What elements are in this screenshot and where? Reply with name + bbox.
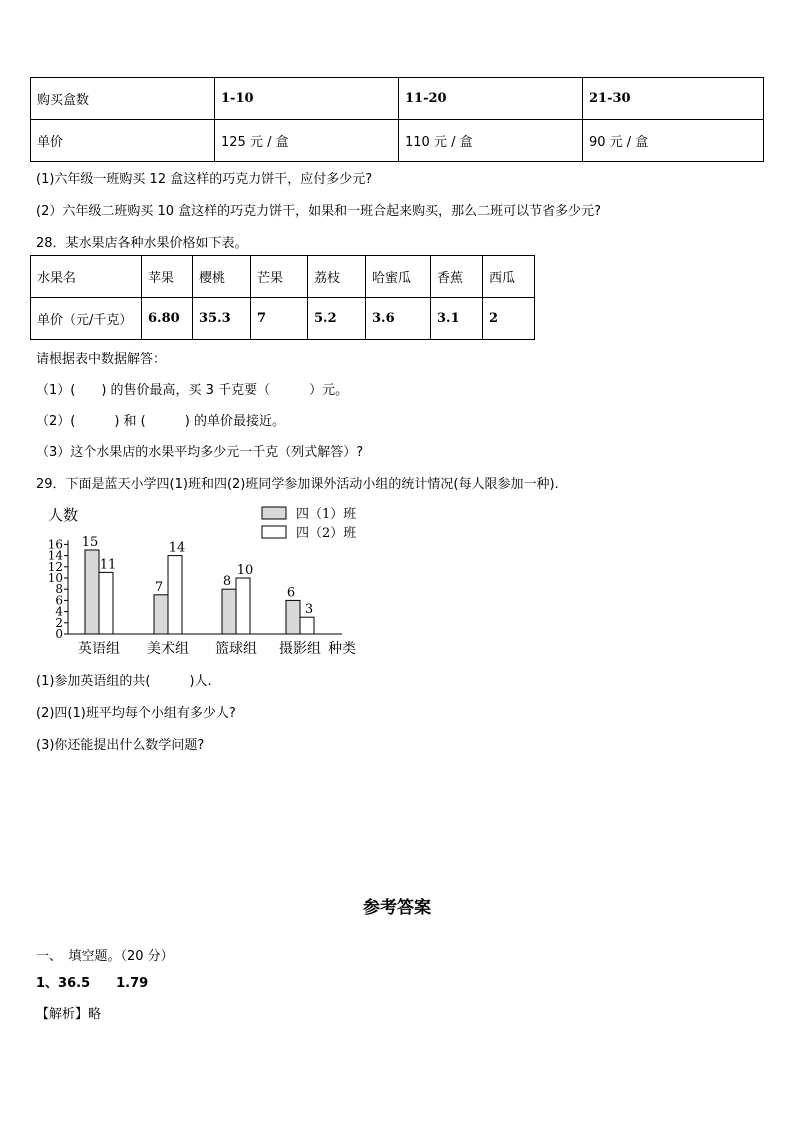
q28-part3: （3）这个水果店的水果平均多少元一千克（列式解答）?	[36, 445, 364, 460]
activity-bar-chart	[30, 500, 390, 665]
y-tick-label: 14	[47, 548, 63, 563]
x-category-label: 美术组	[147, 641, 189, 657]
table-row	[31, 120, 764, 162]
table-cell: 110 元 / 盒	[399, 120, 583, 162]
bar	[236, 578, 250, 634]
y-axis-label: 人数	[48, 506, 79, 524]
legend-swatch	[262, 526, 286, 538]
table-cell: 11-20	[399, 78, 583, 120]
bar	[222, 589, 236, 634]
table-cell: 单价	[31, 120, 215, 162]
table-row	[31, 256, 535, 298]
answer-1: 1、36.5 1.79	[36, 976, 149, 991]
q27-part2: (2）六年级二班购买 10 盒这样的巧克力饼干，如果和一班合起来购买，那么二班可以节省多少元?	[36, 204, 602, 219]
q29-title: 29．下面是蓝天小学四(1)班和四(2)班同学参加课外活动小组的统计情况(每人限参加一种).	[36, 477, 559, 492]
x-category-label: 英语组	[78, 641, 120, 657]
q28-intro: 请根据表中数据解答：	[36, 352, 167, 367]
bar-value-label: 6	[286, 585, 296, 601]
table-cell: 1-10	[215, 78, 399, 120]
table-cell: 芒果	[251, 256, 308, 298]
table-cell: 西瓜	[483, 256, 535, 298]
table-cell: 水果名	[31, 256, 142, 298]
y-tick-label: 12	[47, 559, 63, 574]
x-category-label: 摄影组	[279, 641, 321, 657]
x-category-label: 篮球组	[215, 641, 257, 657]
bar-value-label: 14	[168, 540, 186, 556]
y-tick-label: 4	[55, 604, 63, 619]
table-cell: 2	[483, 298, 535, 340]
legend-swatch	[262, 507, 286, 519]
q28-part1: （1）( ) 的售价最高，买 3 千克要（ ）元。	[36, 383, 349, 398]
table-cell: 6.80	[142, 298, 193, 340]
table-cell: 哈蜜瓜	[366, 256, 431, 298]
bar	[154, 595, 168, 634]
bar-value-label: 3	[304, 602, 314, 618]
bar-value-label: 8	[222, 574, 232, 590]
q27-part1: (1)六年级一班购买 12 盒这样的巧克力饼干，应付多少元?	[36, 172, 373, 187]
table-cell: 单价（元/千克）	[31, 298, 142, 340]
table-cell: 90 元 / 盒	[583, 120, 764, 162]
bar-value-label: 15	[81, 535, 99, 550]
y-tick-label: 6	[55, 593, 63, 608]
table-cell: 21-30	[583, 78, 764, 120]
table-cell: 125 元 / 盒	[215, 120, 399, 162]
table-cell: 3.6	[366, 298, 431, 340]
table-cell: 购买盒数	[31, 78, 215, 120]
table-cell: 3.1	[431, 298, 483, 340]
bar	[99, 572, 113, 634]
y-tick-label: 2	[55, 615, 63, 630]
table-cell: 苹果	[142, 256, 193, 298]
answer-analysis: 【解析】略	[36, 1007, 102, 1022]
legend-label: 四（1）班	[296, 507, 357, 522]
table-row	[31, 298, 535, 340]
fruit-price-table	[30, 255, 535, 340]
bar	[168, 556, 182, 634]
answers-title: 参考答案	[363, 898, 431, 918]
table-cell: 香蕉	[431, 256, 483, 298]
y-tick-label: 16	[47, 537, 63, 552]
table-cell: 35.3	[193, 298, 251, 340]
q29-part2: (2)四(1)班平均每个小组有多少人?	[36, 706, 236, 721]
table-cell: 樱桃	[193, 256, 251, 298]
table-cell: 5.2	[308, 298, 366, 340]
table-cell: 7	[251, 298, 308, 340]
q28-part2: （2）( ) 和 ( ) 的单价最接近。	[36, 414, 285, 429]
x-axis-label: 种类	[328, 641, 356, 657]
table-cell: 荔枝	[308, 256, 366, 298]
y-tick-label: 0	[55, 627, 63, 641]
q29-part1: (1)参加英语组的共( )人.	[36, 674, 212, 689]
y-tick-label: 8	[55, 582, 63, 597]
q28-title: 28．某水果店各种水果价格如下表。	[36, 236, 248, 251]
bar	[300, 617, 314, 634]
bar-value-label: 11	[99, 557, 117, 573]
table-row	[31, 78, 764, 120]
legend-label: 四（2）班	[296, 526, 357, 541]
bar	[286, 600, 300, 634]
y-tick-label: 10	[47, 571, 63, 585]
q29-part3: (3)你还能提出什么数学问题?	[36, 738, 205, 753]
bar-value-label: 10	[236, 563, 254, 578]
price-table	[30, 77, 764, 162]
bar-value-label: 7	[154, 579, 164, 595]
bar	[85, 550, 99, 634]
answers-section-heading: 一、 填空题。（20 分）	[36, 949, 174, 964]
